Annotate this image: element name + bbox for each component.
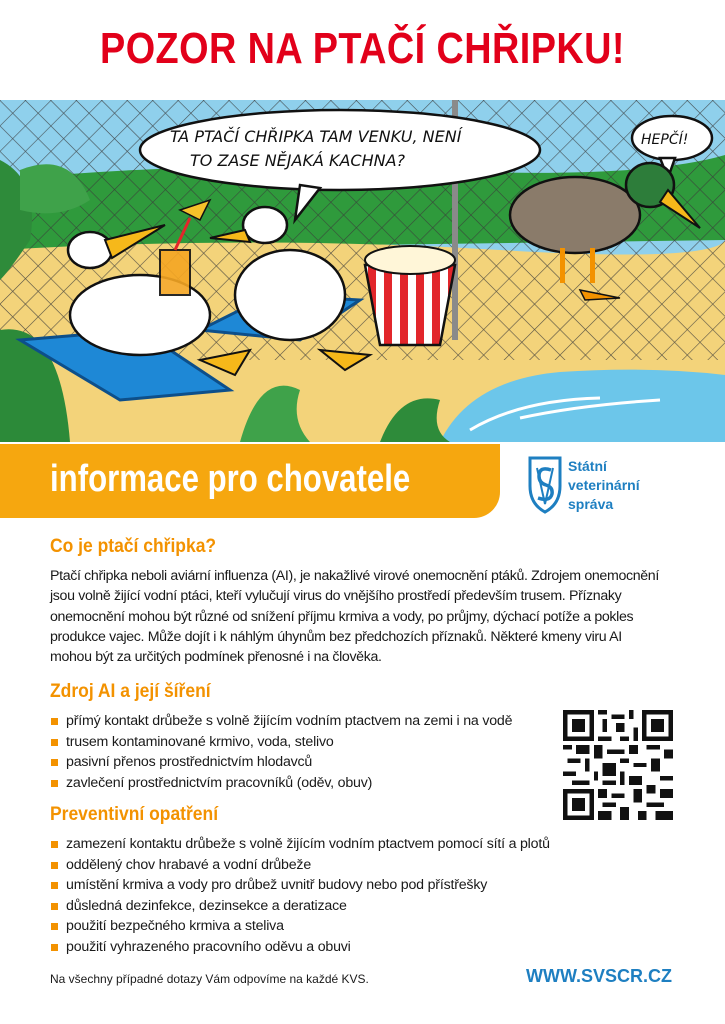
list-item: přímý kontakt drůbeže s volně žijícím vodním ptactvem na zemi i na vodě <box>50 711 512 732</box>
section2-title: Zdroj AI a její šíření <box>50 681 211 702</box>
list-item: důsledná dezinfekce, dezinsekce a deratizace <box>50 896 550 917</box>
list-item: zamezení kontaktu drůbeže s volně žijícím vodním ptactvem pomocí sítí a plotů <box>50 834 550 855</box>
cartoon-illustration <box>0 100 725 442</box>
list-item: oddělený chov hrabavé a vodní drůbeže <box>50 855 550 876</box>
sources-list <box>50 711 512 793</box>
section-prevention <box>50 804 550 957</box>
list-item: zavlečení prostřednictvím pracovníků (oděv, obuv) <box>50 773 512 794</box>
section1-title: Co je ptačí chřipka? <box>50 536 217 557</box>
qr-code[interactable] <box>563 710 673 820</box>
list-item: trusem kontaminované krmivo, voda, stelivo <box>50 732 512 753</box>
logo-line1: Státní <box>568 458 607 474</box>
shield-logo-icon <box>528 456 562 514</box>
logo-line3: správa <box>568 496 614 512</box>
speech-bubble-line2: TO ZASE NĚJAKÁ KACHNA? <box>190 151 406 170</box>
section3-title: Preventivní opatření <box>50 804 219 825</box>
logo-line2: veterinární <box>568 477 640 493</box>
section-what-is <box>50 536 659 667</box>
section-sources <box>50 681 512 793</box>
paragraph-line: jsou volně žijící vodní ptáci, kteří vylučují virus do vnějšího prostředí především trusem. Příznaky <box>50 588 622 605</box>
paragraph-line: mohou být za určitých podmínek přenosné i na člověka. <box>50 649 382 666</box>
prevention-list <box>50 834 550 957</box>
list-item: použití vyhrazeného pracovního oděvu a obuvi <box>50 937 550 958</box>
paragraph-line: onemocnění mohou být různé od snížení příjmu krmiva a vody, po průjmy, dýchací potíže a pokles <box>50 608 634 625</box>
duck-shout: HEPČÍ! <box>641 132 689 148</box>
speech-bubble-line1: TA PTAČÍ CHŘIPKA TAM VENKU, NENÍ <box>170 127 462 146</box>
poster-title: POZOR NA PTAČÍ CHŘIPKU! <box>100 24 625 73</box>
svs-logo <box>528 456 688 522</box>
footer-note: Na všechny případné dotazy Vám odpovíme na každé KVS. <box>50 972 369 986</box>
banner-text: informace pro chovatele <box>50 458 411 500</box>
paragraph-line: Ptačí chřipka neboli aviární influenza (AI), je nakažlivé virové onemocnění ptáků. Zdrojem onemocnění <box>50 568 659 584</box>
list-item: použití bezpečného krmiva a steliva <box>50 916 550 937</box>
list-item: pasivní přenos prostřednictvím hlodavců <box>50 752 512 773</box>
list-item: umístění krmiva a vody pro drůbež uvnitř budovy nebo pod přístřešky <box>50 875 550 896</box>
website-link[interactable]: WWW.SVSCR.CZ <box>526 966 672 986</box>
section1-paragraph <box>50 566 659 667</box>
paragraph-line: produkce vajec. Může dojít i k náhlým úhynům bez předchozích příznaků. Některé kmeny viru AI <box>50 628 622 645</box>
info-banner <box>0 444 500 518</box>
